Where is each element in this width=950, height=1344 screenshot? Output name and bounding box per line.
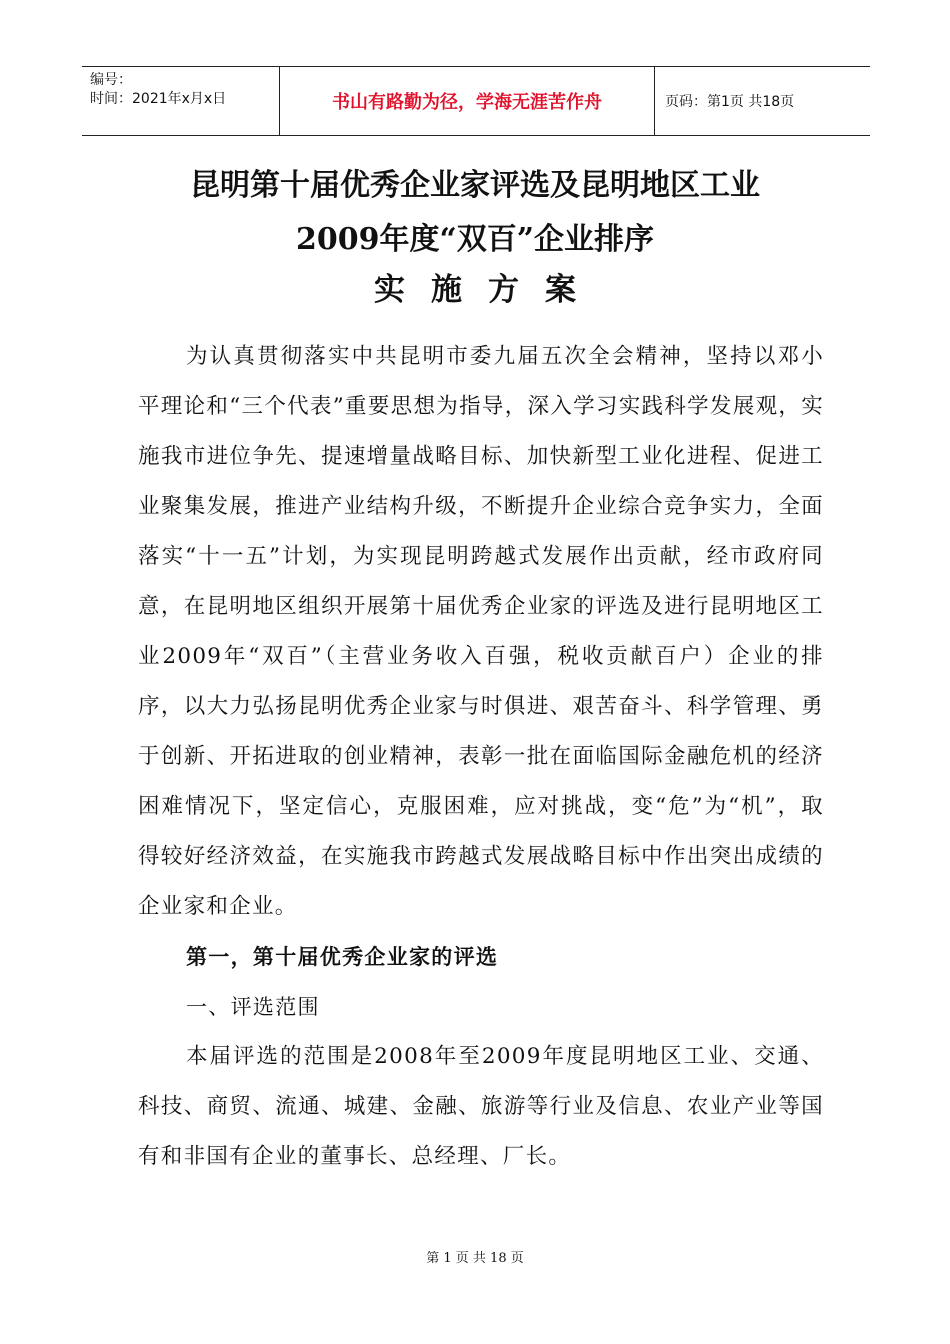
subsection-heading: 一、评选范围: [186, 995, 320, 1019]
header-motto: 书山有路勤为径，学海无涯苦作舟: [332, 92, 602, 113]
title-line-2: 2009年度“双百”企业排序: [295, 222, 654, 257]
title-line-1: 昆明第十届优秀企业家评选及昆明地区工业: [190, 168, 760, 203]
header-table: [82, 66, 870, 136]
header-page-cell: [655, 67, 870, 135]
intro-paragraph: 为认真贯彻落实中共昆明市委九届五次全会精神，坚持以邓小平理论和“三个代表”重要思想为指导，深入学习实践科学发展观，实施我市进位争先、提速增量战略目标、加快新型工业化进程、促进工业聚集发展，推进产业结构升级，不断提升企业综合竞争实力，全面落实“十一五”计划，为实现昆明跨越式发展作出贡献，经市政府同意，在昆明地区组织开展第十届优秀企业家的评选及进行昆明地区工业2009年“双百”（主营业务收入百强，税收贡献百户）企业的排序，以大力弘扬昆明优秀企业家与时俱进、艰苦奋斗、科学管理、勇于创新、开拓进取的创业精神，表彰一批在面临国际金融危机的经济困难情况下，坚定信心，克服困难，应对挑战，变“危”为“机”，取得较好经济效益，在实施我市跨越式发展战略目标中作出突出成绩的企业家和企业。: [138, 344, 824, 919]
page-footer: 第 1 页 共 18 页: [426, 1251, 524, 1266]
section-heading: 第一，第十届优秀企业家的评选: [186, 945, 499, 969]
scope-paragraph: 本届评选的范围是2008年至2009年度昆明地区工业、交通、科技、商贸、流通、城建、金融、旅游等行业及信息、农业产业等国有和非国有企业的董事长、总经理、厂长。: [138, 1044, 824, 1169]
document-body: [138, 332, 824, 1182]
header-motto-cell: [280, 67, 655, 135]
code-label: 编号：: [90, 72, 132, 88]
header-page-info: 页码：第1页 共18页: [665, 94, 795, 110]
header-meta-cell: [82, 67, 280, 135]
time-label: 时间：2021年x月x日: [90, 91, 227, 107]
title-line-3: 实施方案: [374, 272, 602, 308]
